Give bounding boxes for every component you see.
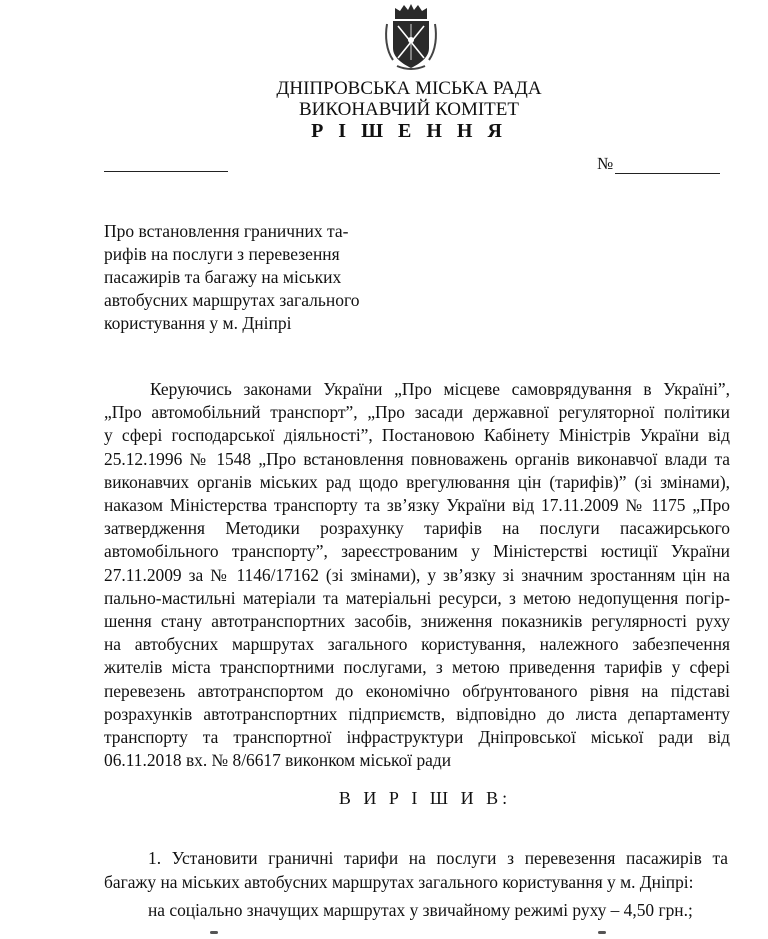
subject-line: автобусних маршрутах загального: [104, 290, 360, 310]
tariff-line: на соціально значущих маршрутах у звичайному режимі руху – 4,50 грн.;: [148, 900, 693, 920]
number-sign: №: [597, 154, 614, 173]
city-coat-of-arms-icon: [383, 2, 439, 72]
preamble-line: Керуючись законами України „Про місцеве самоврядування в Україні”,: [150, 379, 730, 399]
council-name: ДНІПРОВСЬКА МІСЬКА РАДА: [276, 78, 542, 99]
preamble-line: автомобільного транспорту”, зареєстрованим у Міністерстві юстиції України: [104, 541, 730, 562]
document-number: [597, 154, 720, 174]
cut-off-text-fragment: [598, 931, 606, 934]
decided-heading: В И Р І Ш И В:: [338, 788, 512, 808]
decision-subject: [104, 220, 374, 335]
preamble-line: перевезень автотранспортом до економічно обґрунтованого рівня на підставі: [104, 680, 730, 701]
preamble-line: пально-мастильні матеріали та матеріальні ресурси, з метою недопущення погір-: [104, 587, 730, 608]
number-blank-line: [615, 158, 720, 174]
preamble-line: на автобусних маршрутах загального користування, належного забезпечення: [104, 634, 730, 655]
subject-line: рифів на послуги з перевезення: [104, 244, 340, 264]
preamble-line: 25.12.1996 № 1548 „Про встановлення повноважень органів виконавчої влади та: [104, 448, 730, 469]
preamble-line: 27.11.2009 за № 1146/17162 (зі змінами), у зв’язку зі значним зростанням цін на: [104, 564, 730, 585]
preamble-line: шення стану автотранспортних засобів, зниження показників регулярності руху: [104, 611, 730, 632]
preamble-line: 06.11.2018 вх. № 8/6617 виконком міської ради: [104, 750, 452, 771]
item-line: 1. Установити граничні тарифи на послуги з перевезення пасажирів та: [148, 848, 728, 868]
preamble-line: виконавчих органів міських рад щодо врегулювання цін (тарифів)” (зі змінами),: [104, 471, 730, 492]
document-type: Р І Ш Е Н Н Я: [311, 120, 507, 142]
item-line: багажу на міських автобусних маршрутах загального користування у м. Дніпрі:: [104, 871, 694, 892]
preamble-paragraph: [104, 378, 730, 772]
cut-off-text-fragment: [210, 931, 218, 934]
preamble-line: у сфері господарської діяльності”, Постановою Кабінету Міністрів України від: [104, 425, 730, 446]
preamble-line: наказом Міністерства транспорту та зв’язку України від 17.11.2009 № 1175 „Про: [104, 495, 730, 516]
preamble-line: „Про автомобільний транспорт”, „Про засади державної регуляторної політики: [104, 402, 730, 423]
preamble-line: жителів міста транспортними послугами, з метою приведення тарифів у сфері: [104, 657, 730, 678]
preamble-line: затвердження Методики розрахунку тарифів на послуги пасажирського: [104, 518, 730, 539]
date-blank-line: [104, 156, 228, 172]
resolution-item-1: [104, 847, 728, 894]
subject-line: Про встановлення граничних та-: [104, 221, 349, 241]
preamble-line: транспорту та транспортної інфраструктури Дніпровської міської ради від: [104, 727, 730, 748]
committee-name: ВИКОНАВЧИЙ КОМІТЕТ: [299, 99, 519, 120]
subject-line: користування у м. Дніпрі: [104, 313, 292, 333]
subject-line: пасажирів та багажу на міських: [104, 267, 342, 287]
preamble-line: розрахунків автотранспортних підприємств, відповідно до листа департаменту: [104, 703, 730, 724]
